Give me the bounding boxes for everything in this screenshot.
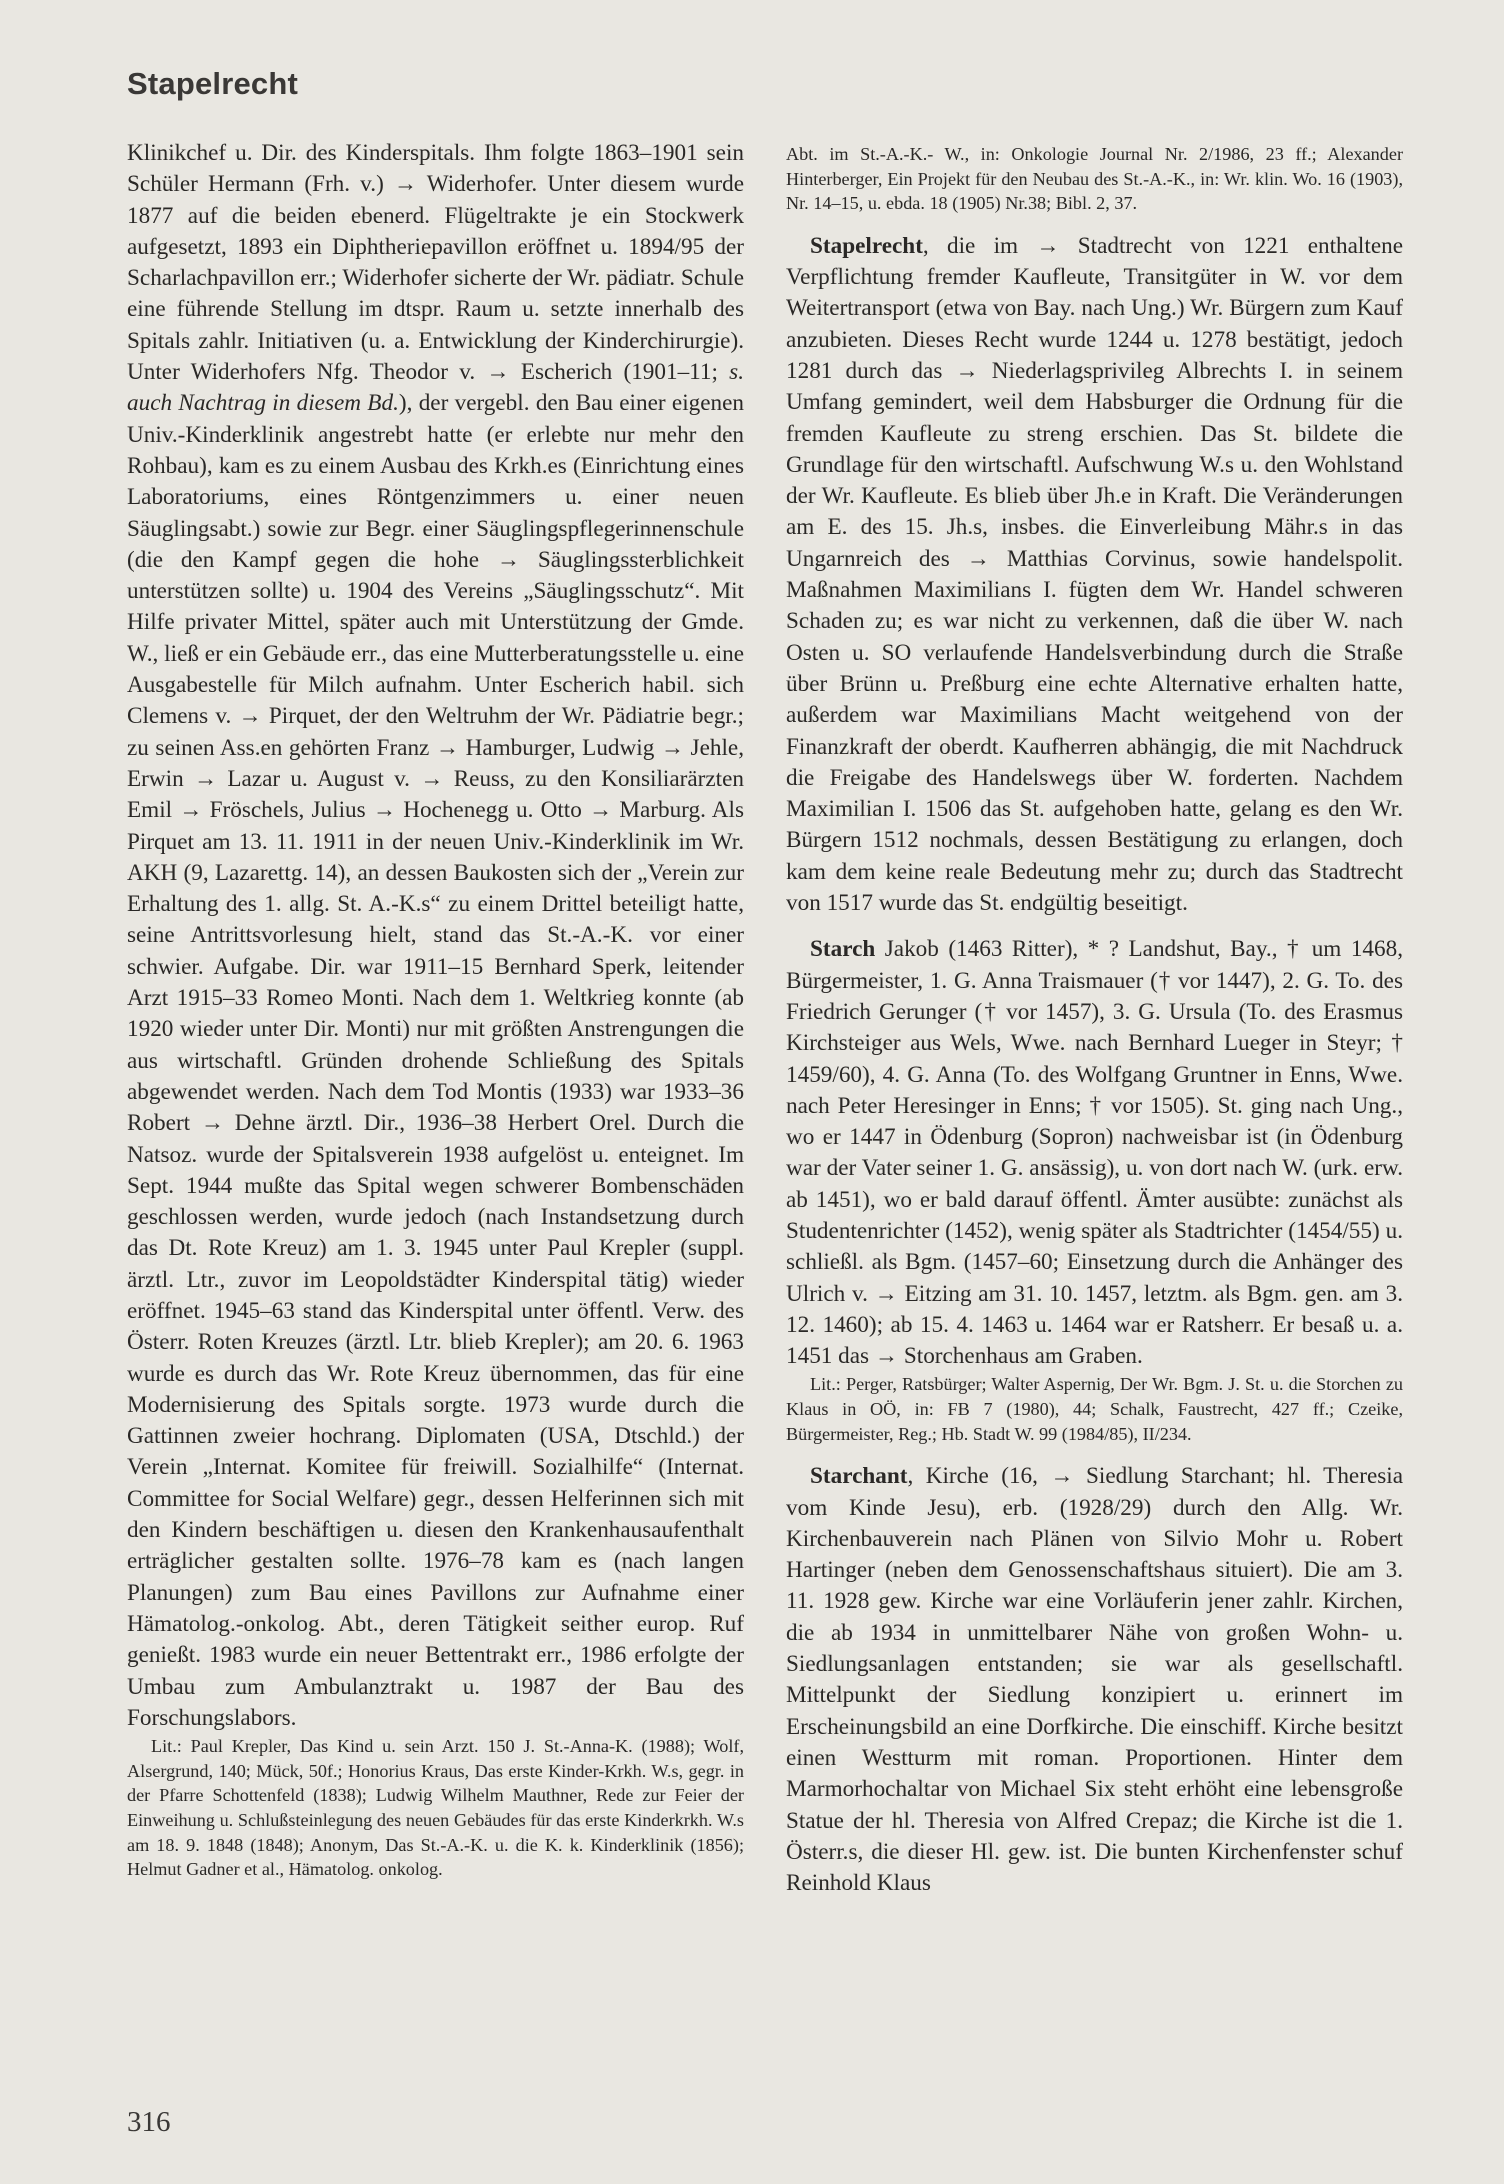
continuation-text-rest: ), der vergebl. den Bau einer eigenen Univ.-Kinderklinik angestrebt hatte (er erlebte nur mehr den Rohbau), kam es zu einem Ausbau des Krkh.es (Einrichtung eines Laboratoriums, eines Röntgenzimmers u. einer neuen Säuglingsabt.) sowie zur Begr. einer Säuglingspflegerinnenschule (die den Kampf gegen die hohe → Säuglingssterblichkeit unterstützen sollte) u. 1904 des Vereins „Säuglingsschutz“. Mit Hilfe privater Mittel, später auch mit Unterstützung der Gmde. W., ließ er ein Gebäude err., das eine Mutterberatungsstelle u. eine Ausgabestelle für Milch aufnahm. Unter Escherich habil. sich Clemens v. → Pirquet, der den Weltruhm der Wr. Pädiatrie begr.; zu seinen Ass.en gehörten Franz → Hamburger, Ludwig → Jehle, Erwin → Lazar u. August v. → Reuss, zu den Konsiliarärzten Emil → Fröschels, Julius → Hochenegg u. Otto → Marburg. Als Pirquet am 13. 11. 1911 in der neuen Univ.-Kinderklinik im Wr. AKH (9, Lazarettg. 14), an dessen Baukosten sich der „Verein zur Erhaltung des 1. allg. St. A.-K.s“ zu einem Drittel beteiligt hatte, seine Antrittsvorlesung hielt, stand das St.-A.-K. vor einer schwier. Aufgabe. Dir. war 1911–15 Bernhard Sperk, leitender Arzt 1915–33 Romeo Monti. Nach dem 1. Weltkrieg konnte (ab 1920 wieder unter Dir. Monti) nur mit größten Anstrengungen die aus wirtschaftl. Gründen drohende Schließung des Spitals abgewendet werden. Nach dem Tod Montis (1933) war 1933–36 Robert → Dehne ärztl. Dir., 1936–38 Herbert Orel. Durch die Natsoz. wurde der Spitalsverein 1938 aufgelöst u. enteignet. Im Sept. 1944 mußte das Spital wegen schwerer Bombenschäden geschlossen werden, wurde jedoch (nach Instandsetzung durch das Dt. Rote Kreuz) am 1. 3. 1945 unter Paul Krepler (suppl. ärztl. Ltr., zuvor im Leopoldstädter Kinderspital tätig) wieder eröffnet. 1945–63 stand das Kinderspital unter öffentl. Verw. des Österr. Roten Kreuzes (ärztl. Ltr. blieb Krepler); am 20. 6. 1963 wurde es durch das Wr. Rote Kreuz übernommen, das für eine Modernisierung des Spitals sorgte. 1973 wurde durch die Gattinnen zweier hochrang. Diplomaten (USA, Dtschld.) der Verein „Internat. Komitee für freiwill. Sozialhilfe“ (Internat. Committee for Social Welfare) gegr., dessen Helferinnen sich mit den Kindern beschäftigen u. diesen den Krankenhausaufenthalt erträglicher gestalten sollte. 1976–78 kam es (nach langen Planungen) zum Bau eines Pavillons zur Aufnahme einer Hämatolog.-onkolog. Abt., deren Tätigkeit seither europ. Ruf genießt. 1983 wurde ein neuer Bettentrakt err., 1986 erfolgte der Umbau zum Ambulanztrakt u. 1987 der Bau des Forschungslabors.: [127, 390, 744, 1731]
left-column: [127, 138, 744, 1882]
cross-reference-note: s. auch Nachtrag in diesem Bd.: [127, 359, 744, 417]
entry-continuation: [127, 138, 744, 1734]
literature-note: Lit.: Perger, Ratsbürger; Walter Aspernig, Der Wr. Bgm. J. St. u. die Storchen zu Klaus in OÖ, in: FB 7 (1980), 44; Schalk, Faustrecht, 427 ff.; Czeike, Bürgermeister, Reg.; Hb. Stadt W. 99 (1984/85), II/234.: [786, 1374, 1403, 1444]
right-column: [786, 142, 1403, 1899]
entry-stapelrecht: [786, 231, 1403, 920]
entry-starchant: [786, 1461, 1403, 1899]
literature-note-continued: Abt. im St.-A.-K.- W., in: Onkologie Journal Nr. 2/1986, 23 ff.; Alexander Hinterberger, Ein Projekt für den Neubau des St.-A.-K., in: Wr. klin. Wo. 16 (1903), Nr. 14–15, u. ebda. 18 (1905) Nr.38; Bibl. 2, 37.: [786, 144, 1403, 214]
lemma-headword: Stapelrecht: [810, 232, 923, 259]
literature-note: Lit.: Paul Krepler, Das Kind u. sein Arzt. 150 J. St.-Anna-K. (1988); Wolf, Alsergrund, 140; Mück, 50f.; Honorius Kraus, Das erste Kinder-Krkh. W.s, gegr. in der Pfarre Schottenfeld (1838); Ludwig Wilhelm Mauthner, Rede zur Feier der Einweihung u. Schlußsteinlegung des neuen Gebäudes für das erste Kinderkrkh. W.s am 18. 9. 1848 (1848); Anonym, Das St.-A.-K. u. die K. k. Kinderklinik (1856); Helmut Gadner et al., Hämatolog. onkolog.: [127, 1736, 744, 1880]
lemma-headword: Starch: [810, 936, 876, 963]
entry-text: , Kirche (16, → Siedlung Starchant; hl. Theresia vom Kinde Jesu), erb. (1928/29) durch den Allg. Wr. Kirchenbauverein nach Plänen von Silvio Mohr u. Robert Hartinger (neben dem Genossenschaftshaus situiert). Die am 3. 11. 1928 gew. Kirche war eine Vorläuferin jener zahlr. Kirchen, die ab 1934 in unmittelbarer Nähe von großen Wohn- u. Siedlungsanlagen entstanden; sie war als gesellschaftl. Mittelpunkt der Siedlung konzipiert u. erinnert im Erscheinungsbild an eine Dorfkirche. Die einschiff. Kirche besitzt einen Westturm mit roman. Proportionen. Hinter dem Marmorhochaltar von Michael Six steht erhöht eine lebensgroße Statue der hl. Theresia von Alfred Crepaz; die Kirche ist die 1. Österr.s, die dieser Hl. gew. ist. Die bunten Kirchenfenster schuf Reinhold Klaus: [786, 1463, 1403, 1897]
lemma-headword: Starchant: [810, 1463, 908, 1490]
running-head: Stapelrecht: [127, 66, 299, 101]
continuation-text: Klinikchef u. Dir. des Kinderspitals. Ihm folgte 1863–1901 sein Schüler Hermann (Frh. v.) → Widerhofer. Unter diesem wurde 1877 auf die beiden ebenerd. Flügeltrakte je ein Stockwerk aufgesetzt, 1893 ein Diphtheriepavillon eröffnet u. 1894/95 der Scharlachpavillon err.; Widerhofer sicherte der Wr. pädiatr. Schule eine führende Stellung im dtspr. Raum u. setzte innerhalb des Spitals zahlr. Initiativen (u. a. Entwicklung der Kinderchirurgie). Unter Widerhofers Nfg. Theodor v. → Escherich (1901–11;: [127, 140, 744, 386]
page-number: 316: [127, 2106, 171, 2138]
entry-starch: [786, 934, 1403, 1372]
entry-text: Jakob (1463 Ritter), * ? Landshut, Bay., † um 1468, Bürgermeister, 1. G. Anna Traismauer († vor 1447), 2. G. To. des Friedrich Gerunger († vor 1457), 3. G. Ursula (To. des Erasmus Kirchsteiger aus Wels, Wwe. nach Bernhard Lueger in Steyr; † 1459/60), 4. G. Anna (To. des Wolfgang Gruntner in Enns, Wwe. nach Peter Heresinger in Enns; † vor 1505). St. ging nach Ung., wo er 1447 in Ödenburg (Sopron) nachweisbar ist (in Ödenburg war der Vater seiner 1. G. ansässig), u. von dort nach W. (urk. erw. ab 1451), wo er bald darauf öffentl. Ämter ausübte: zunächst als Studentenrichter (1452), wenig später als Stadtrichter (1454/55) u. schließl. als Bgm. (1457–60; Einsetzung durch die Anhänger des Ulrich v. → Eitzing am 31. 10. 1457, letztm. als Bgm. gen. am 3. 12. 1460); ab 15. 4. 1463 u. 1464 war er Ratsherr. Er besaß u. a. 1451 das → Storchenhaus am Graben.: [786, 936, 1403, 1370]
entry-text: , die im → Stadtrecht von 1221 enthaltene Verpflichtung fremder Kaufleute, Transitgüter in W. vor dem Weitertransport (etwa von Bay. nach Ung.) Wr. Bürgern zum Kauf anzubieten. Dieses Recht wurde 1244 u. 1278 bestätigt, jedoch 1281 durch das → Niederlagsprivileg Albrechts I. in seinem Umfang gemindert, weil dem Habsburger die Ordnung für die fremden Kaufleute zu streng erschien. Das St. bildete die Grundlage für den wirtschaftl. Aufschwung W.s u. den Wohlstand der Wr. Kaufleute. Es blieb über Jh.e in Kraft. Die Veränderungen am E. des 15. Jh.s, insbes. die Einverleibung Mähr.s in das Ungarnreich des → Matthias Corvinus, sowie handelspolit. Maßnahmen Maximilians I. fügten dem Wr. Handel schweren Schaden zu; es war nicht zu verkennen, daß die über W. nach Osten u. SO verlaufende Handelsverbindung durch die Straße über Brünn u. Preßburg eine echte Alternative erhalten hatte, außerdem war Maximilians Macht weitgehend von der Finanzkraft der oberdt. Kaufherren abhängig, die mit Nachdruck die Freigabe des Handelswegs über W. forderten. Nachdem Maximilian I. 1506 das St. aufgehoben hatte, gelang es den Wr. Bürgern 1512 nochmals, dessen Bestätigung zu erlangen, doch kam dem keine reale Bedeutung mehr zu; durch das Stadtrecht von 1517 wurde das St. endgültig beseitigt.: [786, 232, 1403, 917]
